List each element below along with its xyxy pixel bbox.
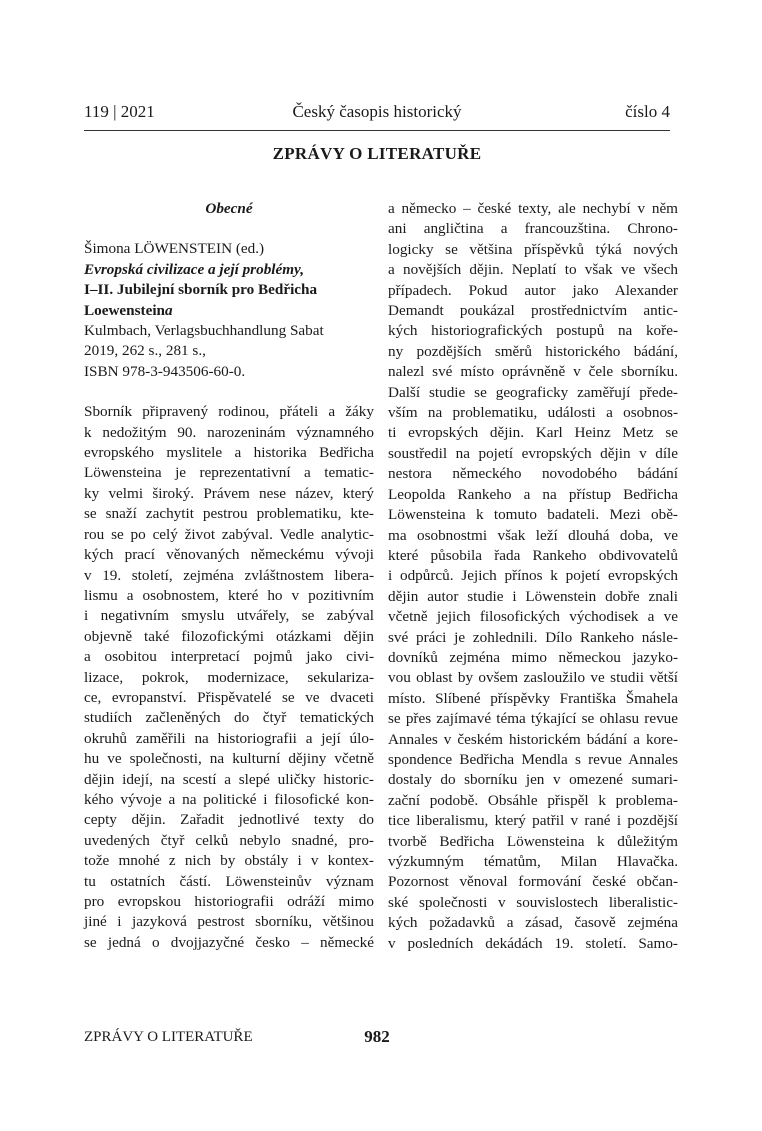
text-line: Annales v českém historickém bádání a kore- xyxy=(388,730,678,748)
text-line: zační podobě. Obsáhle přispěl k problema- xyxy=(388,791,678,809)
text-line: tu ostatních částí. Löwensteinův význam xyxy=(84,872,374,890)
text-line: hu ve společnosti, na kulturní dějiny včetně xyxy=(84,750,374,768)
text-line: rou se po celý život zabýval. Vedle analytic- xyxy=(84,525,374,543)
header-journal-title: Český časopis historický xyxy=(292,102,462,121)
text-line: uvedených čtyř celků nebylo snadné, pro- xyxy=(84,831,374,849)
text-line: v 19. století, zejména zvláštnostem libera- xyxy=(84,566,374,584)
text-line: logicky se většina příspěvků týká nových xyxy=(388,240,678,258)
text-line: vším na problematiku, události a osobnos- xyxy=(388,404,678,422)
left-column xyxy=(84,199,374,953)
text-line: Pozornost věnoval formování české občan- xyxy=(388,873,678,891)
citation-publisher: Kulmbach, Verlagsbuchhandlung Sabat xyxy=(84,322,324,340)
text-line: dějin idejí, na scestí a slepé uličky historic- xyxy=(84,770,374,788)
text-line: cepty dějin. Zařadit jednotlivé texty do xyxy=(84,811,374,829)
text-line: i negativním smyslu utvářely, se zabýval xyxy=(84,607,374,625)
header-volume-year: 119 | 2021 xyxy=(84,102,155,121)
header-rule xyxy=(84,130,670,131)
book-citation xyxy=(84,239,374,382)
text-line: Löwensteina k tomuto badateli. Mezi obě- xyxy=(388,506,678,524)
text-line: studiích začleněných do čtyř tematických xyxy=(84,709,374,727)
right-column xyxy=(388,199,678,954)
spacer xyxy=(84,382,374,402)
text-line: objevně také filozofickými otázkami dějin xyxy=(84,627,374,645)
text-line: ské společnosti v souvislostech liberalistic- xyxy=(388,893,678,911)
text-line: ti evropských dějin. Karl Heinz Metz se xyxy=(388,424,678,442)
text-line: tvorbě Bedřicha Löwensteina k důležitým xyxy=(388,832,678,850)
text-line: nalezl své místo oprávněně v čele sborníku. xyxy=(388,363,678,381)
citation-year-pages: 2019, 262 s., 281 s., xyxy=(84,342,206,360)
text-line: kých prací věnovaných německému vývoji xyxy=(84,546,374,564)
citation-subtitle-2b: a xyxy=(165,301,173,319)
text-line: a novějších dějin. Neplatí to však ve všech xyxy=(388,261,678,279)
footer-section-name: ZPRÁVY O LITERATUŘE xyxy=(84,1029,253,1045)
text-line: ani angličtina a francouzština. Chrono- xyxy=(388,220,678,238)
text-line: okruhů zaměřili na historiografii a její úlo- xyxy=(84,729,374,747)
text-line: lismu a osobnostem, které ho v pozitivním xyxy=(84,586,374,604)
text-line: kých historiografických postupů na koře- xyxy=(388,322,678,340)
running-footer xyxy=(84,1024,670,1050)
category-heading: Obecné xyxy=(205,200,253,217)
text-line: i odpůrců. Jejich přínos k pojetí evropských xyxy=(388,567,678,585)
text-line: které působila řada Rankeho obdivovatelů xyxy=(388,546,678,564)
spacer xyxy=(84,219,374,239)
text-line: pro evropskou historiografii odráží mimo xyxy=(84,893,374,910)
text-line: evropského myslitele a historika Bedřicha xyxy=(84,444,374,462)
text-line: nestora německého novodobého bádání xyxy=(388,465,678,483)
text-line: tice liberalismu, který patřil v rané i pozdější xyxy=(388,812,678,830)
citation-title: Evropská civilizace a její problémy, xyxy=(84,260,305,278)
citation-isbn: ISBN 978-3-943506-60-0. xyxy=(84,362,246,380)
text-line: Sborník připravený rodinou, přáteli a žáky xyxy=(84,403,374,421)
text-line: Další studie se geograficky zaměřují přede- xyxy=(388,383,678,401)
section-title: ZPRÁVY O LITERATUŘE xyxy=(272,144,482,163)
text-line: kého vývoje a na politické i filosofické kon- xyxy=(84,790,374,808)
text-line: se snaží zachytit pestrou problematiku, kte- xyxy=(84,505,374,523)
text-line: lizace, pokrok, modernizace, sekulariza- xyxy=(84,668,374,686)
text-line: ky velmi široký. Právem nese název, který xyxy=(84,484,374,502)
text-line: ny pozdějších směrů historického bádání, xyxy=(388,342,678,360)
text-line: dovníků zejména mimo německou jazyko- xyxy=(388,648,678,666)
text-line: ma osobnostmi však leží dlouhá doba, ve xyxy=(388,526,678,544)
text-line: tože mnohé z nich by obstály i v kontex- xyxy=(84,852,374,870)
text-line: Leopolda Rankeho a na přístup Bedřicha xyxy=(388,485,678,503)
text-line: kých požadavků a zásad, časově zejména xyxy=(388,914,678,932)
text-line: se jedná o dvojjazyčné česko – německé xyxy=(84,933,374,951)
citation-subtitle-1: I–II. Jubilejní sborník pro Bedřicha xyxy=(84,281,318,299)
text-line: spondence Bedřicha Mendla s revue Annales xyxy=(388,750,678,768)
text-line: místo. Slíbené příspěvky Františka Šmahela xyxy=(388,689,678,707)
text-line: vou oblast by ovšem zasloužilo ve studii větší xyxy=(388,669,678,687)
text-line: se přes zajímavé téma týkající se ohlasu revue xyxy=(388,710,678,728)
running-header xyxy=(84,98,670,126)
text-line: výzkumným tématům, Milan Hlavačka. xyxy=(388,853,678,870)
text-line: své práci je zohlednili. Dílo Rankeho násle- xyxy=(388,628,678,646)
text-line: v posledních dekádách 19. století. Samo- xyxy=(388,934,678,952)
text-line: a osobitou interpretací pojmů jako civi- xyxy=(84,648,374,666)
review-text-right xyxy=(388,199,678,954)
text-line: Löwensteina je reprezentativní a tematic- xyxy=(84,464,374,482)
text-line: případech. Pokud autor jako Alexander xyxy=(388,281,678,299)
text-line: Demandt poukázal prostřednictvím antic- xyxy=(388,302,678,320)
page-number: 982 xyxy=(364,1027,390,1046)
citation-author: Šimona LÖWENSTEIN (ed.) xyxy=(84,240,265,258)
text-line: jiné i jazyková pestrost sborníku, většinou xyxy=(84,913,374,931)
citation-subtitle-2 xyxy=(84,301,374,321)
header-issue-number: číslo 4 xyxy=(625,102,670,121)
citation-subtitle-2a: Loewenstein xyxy=(84,301,165,319)
text-line: soustředil na pojetí evropských dějin v díle xyxy=(388,444,678,462)
text-line: dějin autor studie i Löwenstein dobře znali xyxy=(388,587,678,605)
review-text-left xyxy=(84,402,374,953)
text-line: k nedožitým 90. narozeninám významného xyxy=(84,423,374,441)
text-line: včetně jejich filosofických východisek a ve xyxy=(388,608,678,626)
text-line: a německo – české texty, ale nechybí v něm xyxy=(388,200,678,217)
text-line: dostaly do sborníku jen v omezené sumari- xyxy=(388,771,678,789)
text-line: ce, evropanství. Přispěvatelé se ve dvaceti xyxy=(84,688,374,706)
